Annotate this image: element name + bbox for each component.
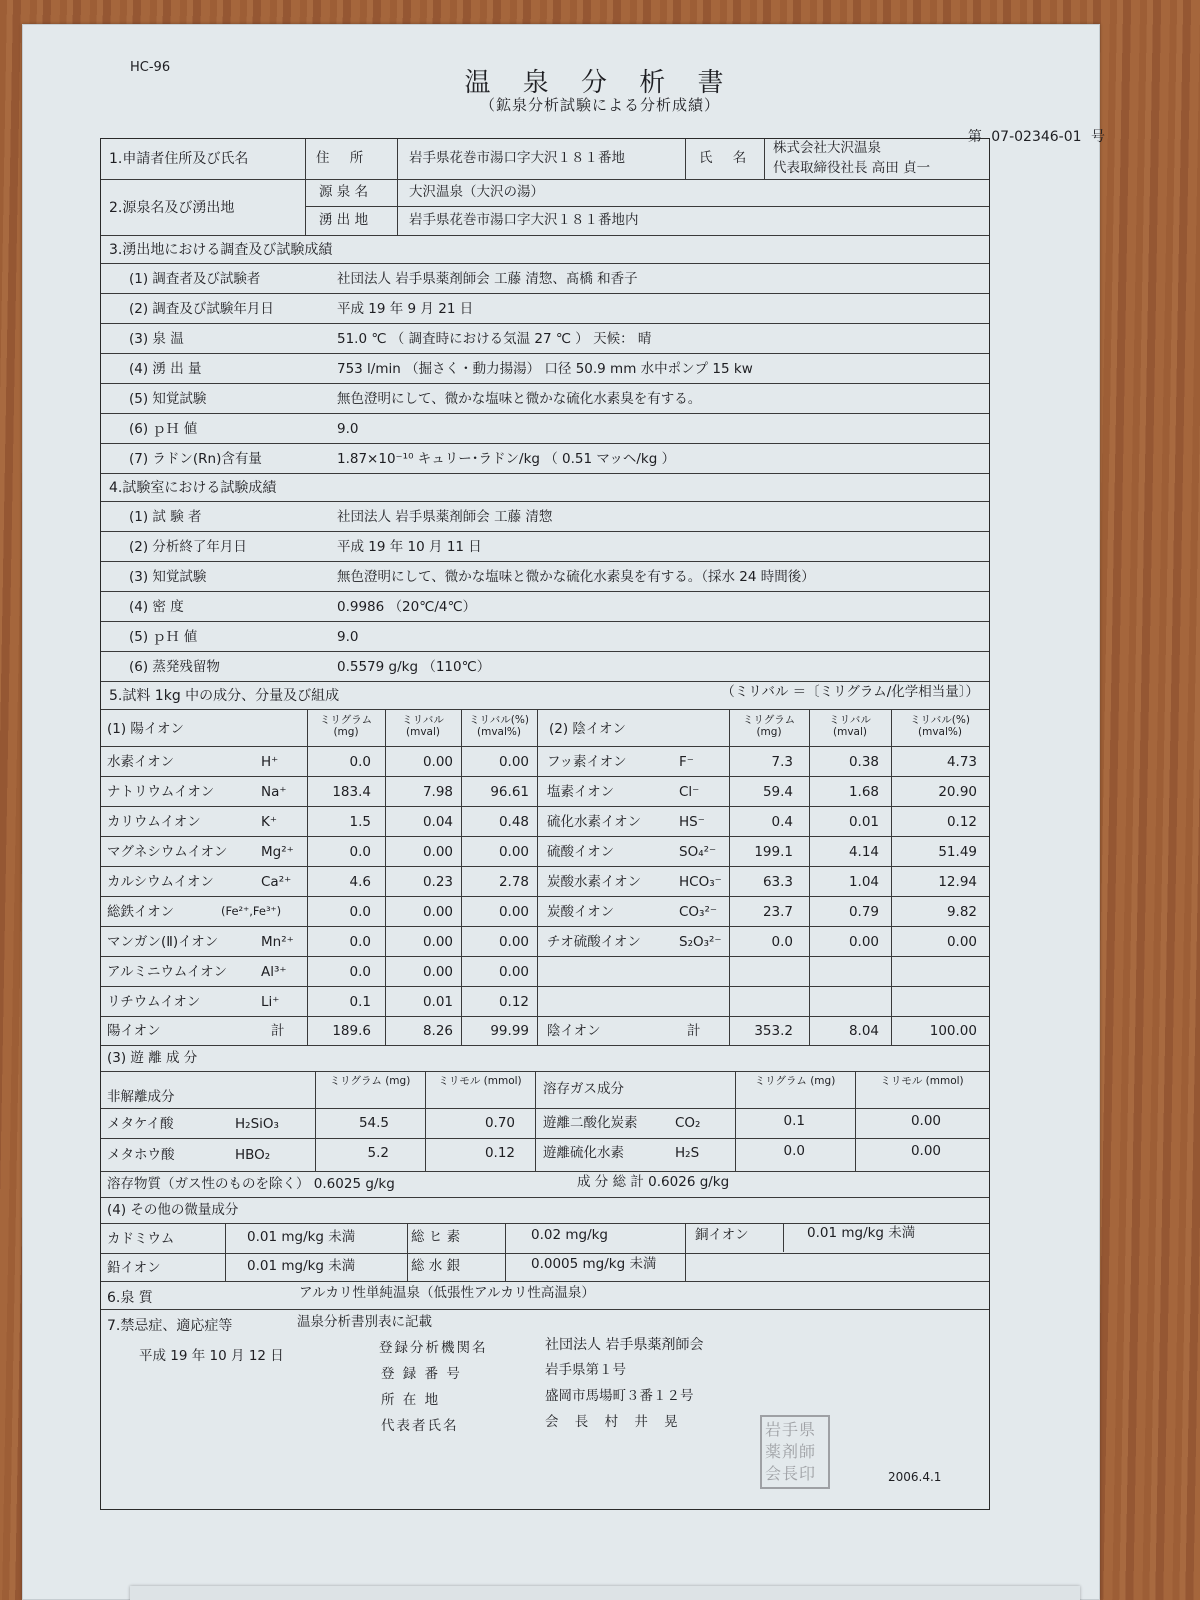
form-code: HC-96 xyxy=(130,60,171,75)
spring-location-label: 湧 出 地 xyxy=(319,212,369,228)
representative: 会 長 村 井 晃 xyxy=(545,1414,684,1430)
free-components-table: 非解離成分 ミリグラム (mg) ミリモル (mmol) 溶存ガス成分 ミリグラム (mg) ミリモル (mmol) メタケイ酸 H₂SiO₃ 54.5 0.70 メタホウ酸 HBO₂ 5.2 0.12 遊離二酸化炭素 CO₂ 0.1 0.00 遊離硫化水素 H₂S 0.0 0.00 xyxy=(101,1071,989,1171)
s3-row: (6) ｐＨ 値 9.0 xyxy=(101,413,989,443)
registration-number: 岩手県第１号 xyxy=(545,1362,626,1378)
official-seal-stamp: 岩手県薬剤師会長印 xyxy=(760,1415,830,1489)
cation-header: (1) 陽イオン xyxy=(107,721,185,737)
source-name-label: 源 泉 名 xyxy=(319,184,369,200)
source-name: 大沢温泉（大沢の湯） xyxy=(409,184,544,200)
s4-row: (2) 分析終了年月日 平成 19 年 10 月 11 日 xyxy=(101,531,989,561)
certification-block: 平成 19 年 10 月 12 日 登録分析機関名 登 録 番 号 所 在 地 代表者氏名 社団法人 岩手県薬剤師会 岩手県第１号 盛岡市馬場町３番１２号 会 長 村 井 晃 xyxy=(139,1337,704,1434)
analysis-table xyxy=(100,138,990,1510)
document-number: 第 07-02346-01 号 xyxy=(967,129,1105,145)
millival-note: （ミリバル ＝〔ミリグラム/化学相当量〕） xyxy=(721,684,979,700)
s3-row: (4) 湧 出 量 753 l/min （掘さく・動力揚湯） 口径 50.9 mm 水中ポンプ 15 kw xyxy=(101,353,989,383)
s3-row: (1) 調査者及び試験者 社団法人 岩手県薬剤師会 工藤 清惣、髙橋 和香子 xyxy=(101,263,989,293)
section-2-label: 2.源泉名及び湧出地 xyxy=(109,200,235,216)
indications: 温泉分析書別表に記載 xyxy=(297,1314,432,1330)
address-label: 住 所 xyxy=(316,150,372,166)
section-6-label: 6.泉 質 xyxy=(107,1290,153,1306)
s4-row: (1) 試 験 者 社団法人 岩手県薬剤師会 工藤 清惣 xyxy=(101,501,989,531)
anion-header: (2) 陰イオン xyxy=(549,721,627,737)
s4-row: (5) ｐＨ 値 9.0 xyxy=(101,621,989,651)
spring-location: 岩手県花巻市湯口字大沢１８１番地内 xyxy=(409,212,639,228)
company-name: 株式会社大沢温泉 xyxy=(773,140,881,156)
section-5-label: 5.試料 1kg 中の成分、分量及び組成 xyxy=(109,688,340,704)
dissolved-summary-row xyxy=(101,1171,989,1197)
s3-row: (5) 知覚試験 無色澄明にして、微かな塩味と微かな硫化水素臭を有する。 xyxy=(101,383,989,413)
spring-quality: アルカリ性単純温泉（低張性アルカリ性高温泉） xyxy=(299,1285,595,1301)
s4-row: (4) 密 度 0.9986 （20℃/4℃） xyxy=(101,591,989,621)
ion-table: (1) 陽イオン ミリグラム (mg) ミリバル (mval) ミリバル(%) (mval%) (2) 陰イオン ミリグラム (mg) ミリバル (mval) ミリバル(%) (mval%) 水素イオン H⁺ 0.0 0.00 0.00 ナトリウムイオン Na⁺ 183.4 7.98 96.61 カリウムイオン K⁺ 1.5 0.04 0.48 マグネシウムイオン Mg²⁺ 0.0 0.00 0.00 カルシウムイオン Ca²⁺ 4.6 0.23 2.78 総鉄イオン (Fe²⁺,Fe³⁺) 0.0 0.00 0.00 マンガン(Ⅱ)イオン Mn²⁺ 0.0 0.00 0.00 アルミニウムイオン Al³⁺ 0.0 0.00 0.00 リチウムイオン Li⁺ 0.1 0.01 0.12 陽イオン 計 189.6 8.26 99.99 フッ素イオン F⁻ 7.3 0.38 4.73 塩素イオン Cl⁻ 59.4 1.68 20.90 硫化水素イオン HS⁻ 0.4 0.01 0.12 硫酸イオン SO₄²⁻ 199.1 4.14 51.49 炭酸水素イオン HCO₃⁻ 63.3 1.04 12.94 炭酸イオン CO₃²⁻ 23.7 0.79 9.82 チオ硫酸イオン S₂O₃²⁻ 0.0 0.00 0.00 陰イオン 計 353.2 8.04 100.00 xyxy=(101,709,989,1045)
trace-label: (4) その他の微量成分 xyxy=(107,1202,239,1218)
s3-row: (3) 泉 温 51.0 ℃ （ 調査時における気温 27 ℃ ） 天候： 晴 xyxy=(101,323,989,353)
component-total: 成 分 総 計 0.6026 g/kg xyxy=(577,1174,730,1190)
dissolved-gas-label: 溶存ガス成分 xyxy=(543,1081,624,1097)
document-title: 温 泉 分 析 書 xyxy=(464,68,736,98)
lab-address: 盛岡市馬場町３番１２号 xyxy=(545,1388,694,1404)
lower-sheet-edge xyxy=(130,1586,1080,1600)
applicant-row xyxy=(101,139,989,179)
lab-name: 社団法人 岩手県薬剤師会 xyxy=(545,1337,704,1353)
section-4-label: 4.試験室における試験成績 xyxy=(109,480,277,496)
trace-table: カドミウム 0.01 mg/kg 未満 総 ヒ 素 0.02 mg/kg 銅イオン 0.01 mg/kg 未満 鉛イオン 0.01 mg/kg 未満 総 水 銀 0.0005 mg/kg 未満 xyxy=(101,1223,989,1281)
s4-row: (3) 知覚試験 無色澄明にして、微かな塩味と微かな硫化水素臭を有する。（採水 24 時間後） xyxy=(101,561,989,591)
applicant-address: 岩手県花巻市湯口字大沢１８１番地 xyxy=(409,150,625,166)
s4-row: (6) 蒸発残留物 0.5579 g/kg （110℃） xyxy=(101,651,989,681)
trace-header xyxy=(101,1197,989,1223)
document-subtitle: （鉱泉分析試験による分析成績） xyxy=(479,96,720,114)
s3-row: (2) 調査及び試験年月日 平成 19 年 9 月 21 日 xyxy=(101,293,989,323)
non-dissociated-label: 非解離成分 xyxy=(107,1089,175,1105)
s3-row: (7) ラドン(Rn)含有量 1.87×10⁻¹⁰ キュリー･ラドン/kg （ 0.51 マッヘ/kg ） xyxy=(101,443,989,473)
section-7-label: 7.禁忌症、適応症等 xyxy=(107,1318,233,1334)
section-4-header xyxy=(101,473,989,501)
section-3-header xyxy=(101,235,989,263)
section-3-label: 3.湧出地における調査及び試験成績 xyxy=(109,242,333,258)
free-components-label: (3) 遊 離 成 分 xyxy=(107,1050,198,1066)
form-revision-date: 2006.4.1 xyxy=(888,1470,942,1484)
free-components-header xyxy=(101,1045,989,1071)
dissolved-matter: 溶存物質（ガス性のものを除く） 0.6025 g/kg xyxy=(107,1176,395,1192)
spring-quality-row xyxy=(101,1281,989,1309)
representative-name: 代表取締役社長 高田 貞一 xyxy=(773,160,931,176)
issue-date: 平成 19 年 10 月 12 日 xyxy=(139,1348,284,1364)
indications-row xyxy=(101,1309,989,1337)
name-label: 氏 名 xyxy=(699,150,755,166)
section-1-label: 1.申請者住所及び氏名 xyxy=(109,151,249,167)
source-row xyxy=(101,179,989,235)
section-5-header xyxy=(101,681,989,709)
